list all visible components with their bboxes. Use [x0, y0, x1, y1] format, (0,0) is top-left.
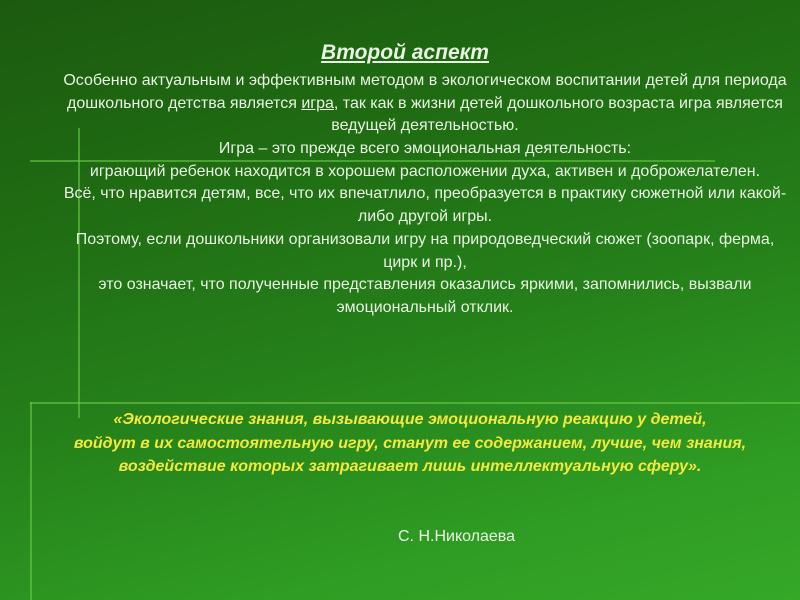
slide-heading: Второй аспект: [321, 41, 489, 64]
paragraph1-keyword: игра,: [301, 94, 339, 112]
paragraph-nature-plot: Поэтому, если дошкольники организовали игру на природоведческий сюжет (зоопарк, ферма, цирк и пр.),: [75, 230, 775, 271]
quote-line-1: «Экологические знания, вызывающие эмоциональную реакцию у детей,: [113, 411, 707, 428]
paragraph1-end: так как в жизни детей дошкольного возраста игра является ведущей деятельностью.: [331, 94, 783, 135]
quote-line-2: войдут в их самостоятельную игру, станут ее содержанием, лучше, чем знания, воздействие которых затрагивает лишь интеллектуальную сферу».: [73, 434, 747, 476]
main-text: [60, 38, 790, 320]
decor-line-middle: [30, 402, 800, 404]
quote-author: С. Н.Николаева: [398, 528, 516, 545]
paragraph1-start: Особенно актуальным и эффективным методом в экологическом воспитании детей для периода дошкольного детства является: [63, 71, 787, 112]
paragraph-playing-child: играющий ребенок находится в хорошем расположении духа, активен и доброжелателен.: [89, 162, 761, 180]
decor-line-bottom-left: [30, 402, 32, 600]
paragraph-game-method: [60, 70, 790, 138]
quote-block: [40, 408, 780, 479]
paragraph-children-like: Всё, что нравится детям, все, что их впечатлило, преобразуется в практику сюжетной или какой-либо другой игры.: [63, 185, 787, 226]
paragraph-emotional-activity: Игра – это прежде всего эмоциональная деятельность:: [218, 139, 632, 157]
paragraph-meaning: это означает, что полученные представления оказались яркими, запомнились, вызвали эмоциональный отклик.: [98, 276, 752, 316]
